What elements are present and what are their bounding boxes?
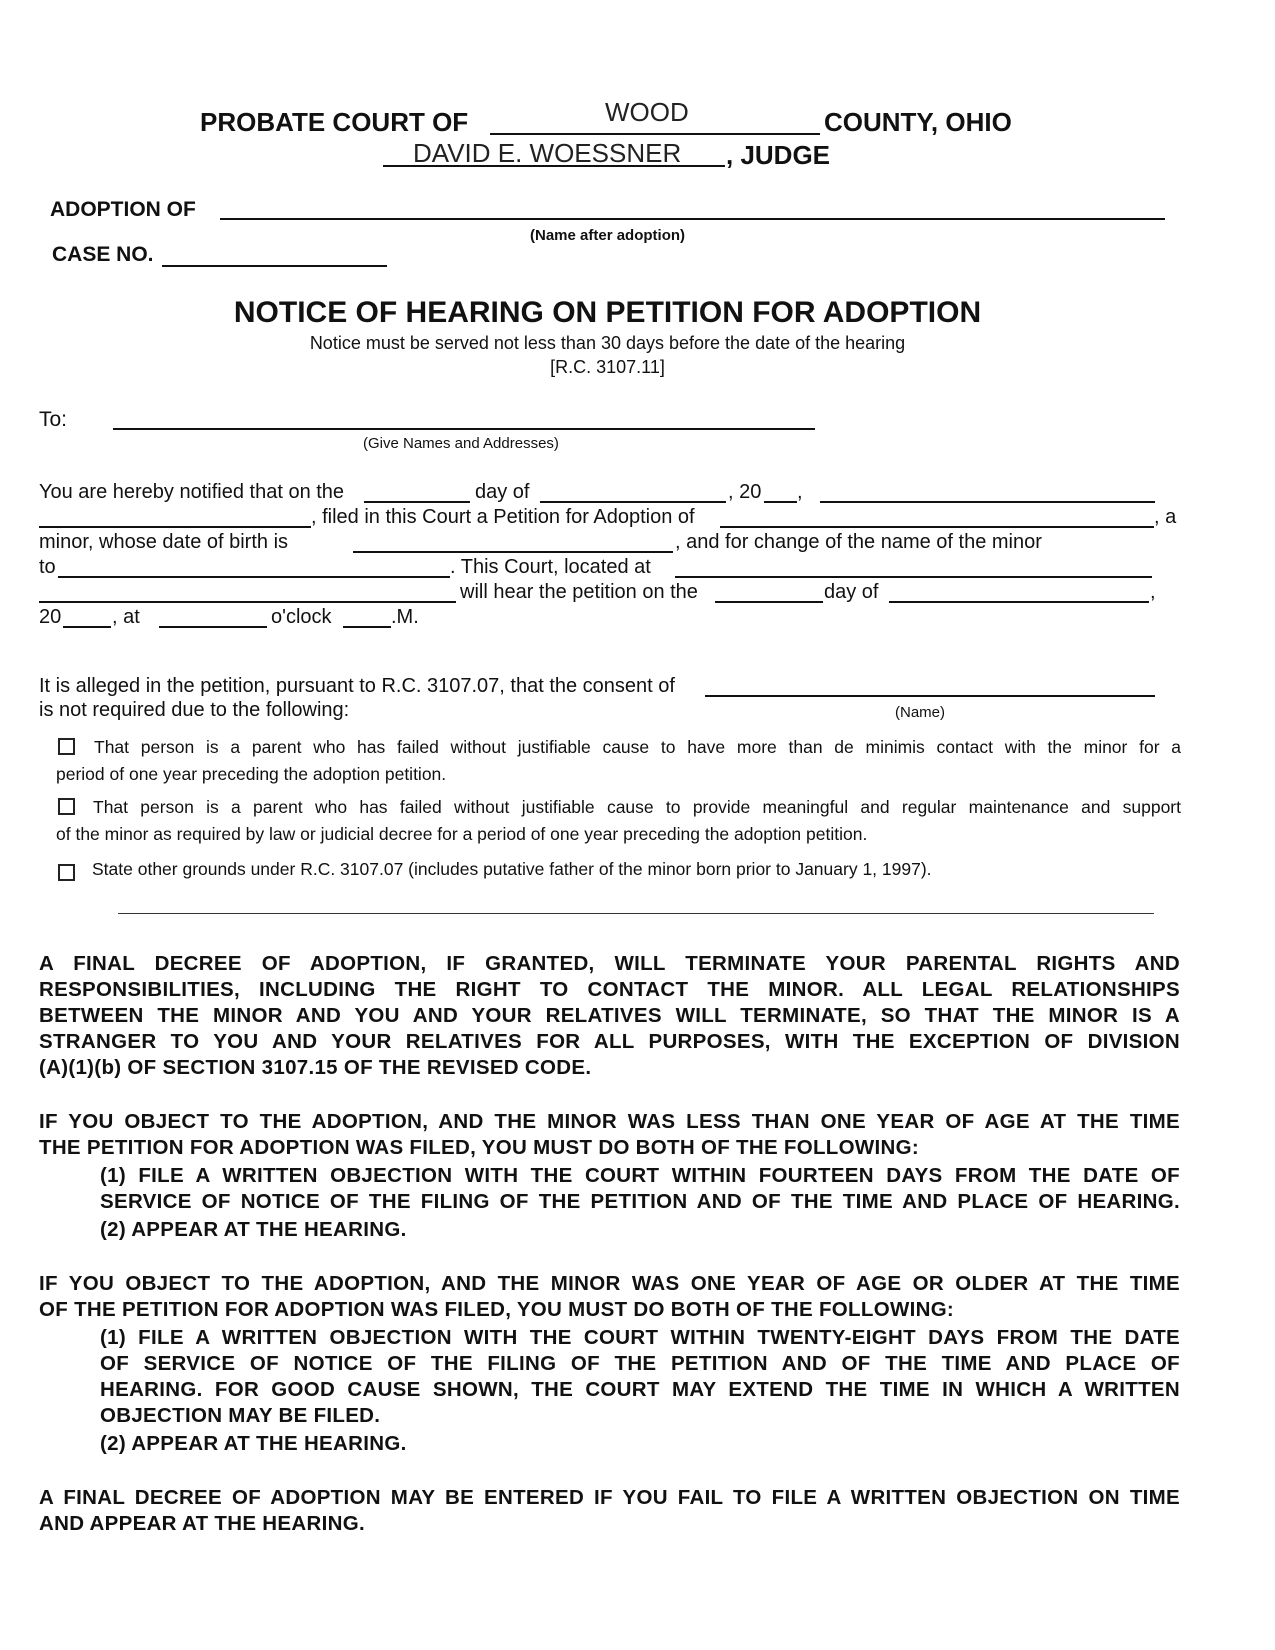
consent-name-field[interactable] bbox=[705, 695, 1155, 697]
consent-text: It is alleged in the petition, pursuant to R.C. 3107.07, that the consent of bbox=[39, 675, 675, 697]
page-subtitle: Notice must be served not less than 30 days before the date of the hearing bbox=[309, 333, 906, 353]
notice-text: 20 bbox=[39, 606, 62, 628]
warning-under-one-year bbox=[39, 1109, 1180, 1161]
warning-item: SERVICE OF NOTICE OF THE FILING OF THE PETITION AND OF THE TIME AND PLACE OF HEARING. bbox=[100, 1190, 1180, 1213]
notice-text: to bbox=[39, 556, 56, 578]
warning-item: (1) FILE A WRITTEN OBJECTION WITH THE COURT WITHIN TWENTY-EIGHT DAYS FROM THE DATE bbox=[100, 1326, 1180, 1349]
warning-over-one-year bbox=[39, 1271, 1180, 1323]
notice-text: day of bbox=[824, 581, 879, 603]
hearing-year-field[interactable] bbox=[63, 626, 111, 628]
notice-text: You are hereby notified that on the bbox=[39, 481, 345, 503]
county-state-label: COUNTY, OHIO bbox=[824, 107, 1012, 137]
warning-item: (1) FILE A WRITTEN OBJECTION WITH THE COURT WITHIN FOURTEEN DAYS FROM THE DATE OF bbox=[100, 1164, 1180, 1187]
hearing-day-field[interactable] bbox=[715, 601, 823, 603]
warning-item: (2) APPEAR AT THE HEARING. bbox=[100, 1218, 407, 1241]
hearing-hour-field[interactable] bbox=[159, 626, 267, 628]
court-label: PROBATE COURT OF bbox=[200, 107, 469, 137]
other-grounds-field[interactable] bbox=[118, 913, 1154, 914]
filed-month-field[interactable] bbox=[540, 501, 726, 503]
notice-text: . This Court, located at bbox=[450, 556, 651, 578]
warning-default-decree bbox=[39, 1485, 1180, 1537]
warning-item: HEARING. FOR GOOD CAUSE SHOWN, THE COURT MAY EXTEND THE TIME IN WHICH A WRITTEN bbox=[100, 1378, 1180, 1401]
option2-line1: That person is a parent who has failed without justifiable cause to provide meaningful and regular maintenance and support bbox=[93, 797, 1181, 817]
warning-line: THE PETITION FOR ADOPTION WAS FILED, YOU MUST DO BOTH OF THE FOLLOWING: bbox=[39, 1136, 919, 1159]
new-name-field[interactable] bbox=[58, 576, 450, 578]
notice-text: , a bbox=[1154, 506, 1177, 528]
option1-line2: period of one year preceding the adoption petition. bbox=[56, 764, 447, 784]
hearing-ampm-field[interactable] bbox=[343, 626, 391, 628]
notice-text: , 20 bbox=[728, 481, 762, 503]
warning-line: A FINAL DECREE OF ADOPTION, IF GRANTED, WILL TERMINATE YOUR PARENTAL RIGHTS AND bbox=[39, 952, 1180, 975]
warning-line: AND APPEAR AT THE HEARING. bbox=[39, 1512, 365, 1535]
adoption-name-hint: (Name after adoption) bbox=[530, 227, 686, 244]
hearing-month-field[interactable] bbox=[889, 601, 1149, 603]
judge-label: , JUDGE bbox=[726, 140, 831, 170]
filed-day-field[interactable] bbox=[364, 501, 470, 503]
to-label: To: bbox=[39, 408, 68, 431]
consent-name-hint: (Name) bbox=[895, 704, 946, 721]
option2-text bbox=[56, 794, 1181, 848]
notice-text: , bbox=[797, 481, 803, 503]
warning-line: IF YOU OBJECT TO THE ADOPTION, AND THE MINOR WAS LESS THAN ONE YEAR OF AGE AT THE TIME bbox=[39, 1110, 1180, 1133]
case-no-label: CASE NO. bbox=[52, 243, 154, 266]
option1-text bbox=[56, 734, 1181, 788]
notice-text: .M. bbox=[391, 606, 419, 628]
notice-text: , at bbox=[112, 606, 140, 628]
warning-item: OF SERVICE OF NOTICE OF THE FILING OF THE PETITION AND OF THE TIME AND PLACE OF bbox=[100, 1352, 1180, 1375]
warning-item: OBJECTION MAY BE FILED. bbox=[100, 1404, 381, 1427]
notice-text: o'clock bbox=[271, 606, 332, 628]
warning-line: A FINAL DECREE OF ADOPTION MAY BE ENTERED IF YOU FAIL TO FILE A WRITTEN OBJECTION ON TIME bbox=[39, 1486, 1180, 1509]
court-location-field-cont[interactable] bbox=[39, 601, 456, 603]
option3-checkbox[interactable] bbox=[58, 864, 75, 881]
county-field-line bbox=[490, 133, 820, 135]
warning-under-one-year-items bbox=[100, 1163, 1180, 1243]
option3-text: State other grounds under R.C. 3107.07 (includes putative father of the minor born prior to January 1, 1997). bbox=[92, 859, 932, 879]
petitioner-field[interactable] bbox=[820, 501, 1155, 503]
warning-line: IF YOU OBJECT TO THE ADOPTION, AND THE MINOR WAS ONE YEAR OF AGE OR OLDER AT THE TIME bbox=[39, 1272, 1180, 1295]
adoption-name-field[interactable] bbox=[220, 218, 1165, 220]
warning-line: STRANGER TO YOU AND YOUR RELATIVES FOR ALL PURPOSES, WITH THE EXCEPTION OF DIVISION bbox=[39, 1030, 1180, 1053]
county-field[interactable]: WOOD bbox=[605, 97, 689, 127]
consent-text: is not required due to the following: bbox=[39, 699, 350, 721]
warning-line: OF THE PETITION FOR ADOPTION WAS FILED, YOU MUST DO BOTH OF THE FOLLOWING: bbox=[39, 1298, 955, 1321]
option2-line2: of the minor as required by law or judicial decree for a period of one year preceding the adoption petition. bbox=[56, 824, 868, 844]
notice-text: day of bbox=[475, 481, 530, 503]
petitioner-field-cont[interactable] bbox=[39, 526, 311, 528]
court-location-field[interactable] bbox=[675, 576, 1152, 578]
notice-text: minor, whose date of birth is bbox=[39, 531, 289, 553]
warning-line: (A)(1)(b) OF SECTION 3107.15 OF THE REVISED CODE. bbox=[39, 1056, 592, 1079]
case-no-field[interactable] bbox=[162, 265, 387, 267]
warning-line: RESPONSIBILITIES, INCLUDING THE RIGHT TO CONTACT THE MINOR. ALL LEGAL RELATIONSHIPS bbox=[39, 978, 1180, 1001]
warning-line: BETWEEN THE MINOR AND YOU AND YOUR RELATIVES WILL TERMINATE, SO THAT THE MINOR IS A bbox=[39, 1004, 1180, 1027]
minor-name-field[interactable] bbox=[720, 526, 1154, 528]
option1-line1: That person is a parent who has failed without justifiable cause to have more than de minimis contact with the minor for a bbox=[94, 737, 1181, 757]
notice-text: , and for change of the name of the minor bbox=[675, 531, 1042, 553]
warning-over-one-year-items bbox=[100, 1325, 1180, 1457]
birth-date-field[interactable] bbox=[353, 551, 673, 553]
notice-text: , filed in this Court a Petition for Adoption of bbox=[311, 506, 695, 528]
notice-text: will hear the petition on the bbox=[460, 581, 698, 603]
judge-field[interactable]: DAVID E. WOESSNER bbox=[413, 138, 682, 168]
to-names-field[interactable] bbox=[113, 428, 815, 430]
statute-reference: [R.C. 3107.11] bbox=[550, 357, 665, 377]
filed-year-field[interactable] bbox=[764, 501, 797, 503]
page-title: NOTICE OF HEARING ON PETITION FOR ADOPTION bbox=[233, 296, 982, 329]
adoption-of-label: ADOPTION OF bbox=[50, 198, 196, 221]
warning-item: (2) APPEAR AT THE HEARING. bbox=[100, 1432, 407, 1455]
notice-text: , bbox=[1150, 581, 1156, 603]
warning-termination bbox=[39, 951, 1180, 1081]
to-names-hint: (Give Names and Addresses) bbox=[363, 435, 559, 452]
